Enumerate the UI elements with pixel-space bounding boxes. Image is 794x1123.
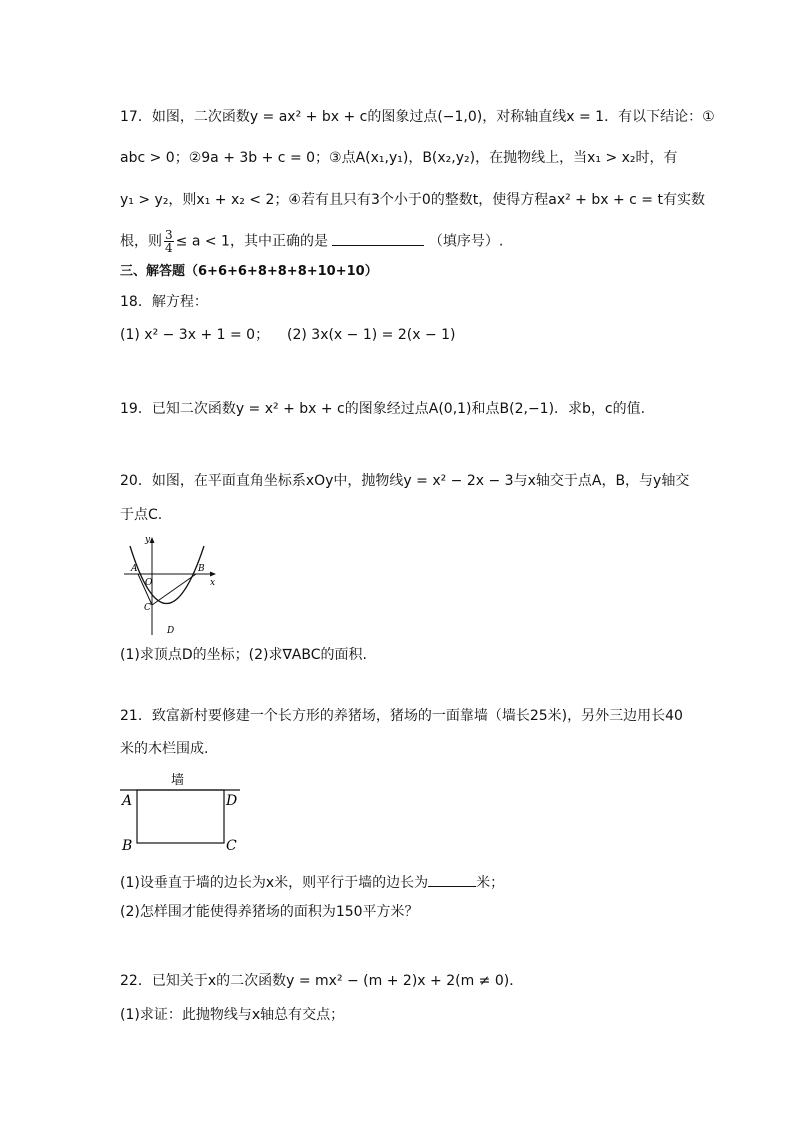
- q21-line-2: 米的木栏围成.: [120, 741, 209, 757]
- y-axis-arrow-icon: [150, 537, 155, 543]
- fraction-denominator: 4: [165, 241, 173, 255]
- fraction-numerator: 3: [165, 228, 173, 242]
- q18-title: 18．解方程：: [120, 294, 208, 310]
- label-x: x: [210, 578, 216, 588]
- q21-part-2: (2)怎样围才能使得养猪场的面积为150平方米？: [120, 904, 419, 920]
- q21-answer-blank[interactable]: [428, 872, 476, 887]
- q17-line-4-mid: ≤ a < 1，其中正确的是: [175, 233, 328, 250]
- q21-part-1: [120, 872, 504, 893]
- q20-question: (1)求顶点D的坐标；(2)求∇ABC的面积.: [120, 647, 367, 663]
- q20-line-2: 于点C.: [120, 507, 163, 523]
- label-d: D: [226, 793, 238, 809]
- label-a: A: [122, 793, 133, 809]
- pig-farm-rectangle: [137, 790, 224, 843]
- segment-cb: [152, 574, 196, 605]
- q18-part-2: (2) 3x(x − 1) = 2(x − 1): [287, 327, 456, 343]
- label-c: C: [144, 603, 151, 613]
- q22-part-1: (1)求证：此抛物线与x轴总有交点；: [120, 1007, 345, 1023]
- label-b: B: [198, 564, 205, 574]
- q17-answer-blank[interactable]: [332, 231, 424, 246]
- label-o: O: [145, 578, 153, 588]
- fraction-three-quarters: [164, 229, 174, 254]
- q17-line-4-start: 根，则: [120, 233, 162, 250]
- label-y: y: [145, 535, 151, 545]
- q21-rectangle-figure: [118, 766, 244, 858]
- label-wall: 墙: [171, 773, 185, 788]
- label-b: B: [122, 838, 133, 854]
- q20-parabola-figure: [120, 533, 230, 638]
- label-a: A: [131, 564, 138, 574]
- q22-line-1: 22．已知关于x的二次函数y = mx² − (m + 2)x + 2(m ≠ 0)．: [120, 973, 524, 989]
- q18-part-1: (1) x² − 3x + 1 = 0；: [120, 327, 270, 343]
- label-c: C: [226, 838, 237, 854]
- q17-line-4-end: （填序号）.: [428, 233, 504, 250]
- q21-part-1-start: (1)设垂直于墙的边长为x米，则平行于墙的边长为: [120, 875, 429, 891]
- section-3-heading: 三、解答题（6+6+6+8+8+8+10+10）: [120, 264, 378, 279]
- q17-line-3: y₁ > y₂，则x₁ + x₂ < 2；④若有且只有3个小于0的整数t，使得方程ax² + bx + c = t有实数: [120, 192, 705, 208]
- q17-line-1: 17．如图，二次函数y = ax² + bx + c的图象过点(−1,0)，对称轴直线x = 1．有以下结论：①: [120, 109, 715, 125]
- q19-text: 19．已知二次函数y = x² + bx + c的图象经过点A(0,1)和点B(2,−1)．求b，c的值.: [120, 401, 646, 417]
- q17-line-2: abc > 0；②9a + 3b + c = 0；③点A(x₁,y₁)，B(x₂,y₂)，在抛物线上，当x₁ > x₂时，有: [120, 150, 678, 166]
- q21-part-1-end: 米；: [476, 875, 505, 891]
- q20-line-1: 20．如图，在平面直角坐标系xOy中，抛物线y = x² − 2x − 3与x轴交于点A，B，与y轴交: [120, 473, 690, 489]
- x-axis-arrow-icon: [210, 572, 216, 577]
- q17-line-4: [120, 229, 503, 254]
- q21-line-1: 21．致富新村要修建一个长方形的养猪场，猪场的一面靠墙（墙长25米)，另外三边用长40: [120, 708, 683, 724]
- label-d: D: [167, 626, 175, 636]
